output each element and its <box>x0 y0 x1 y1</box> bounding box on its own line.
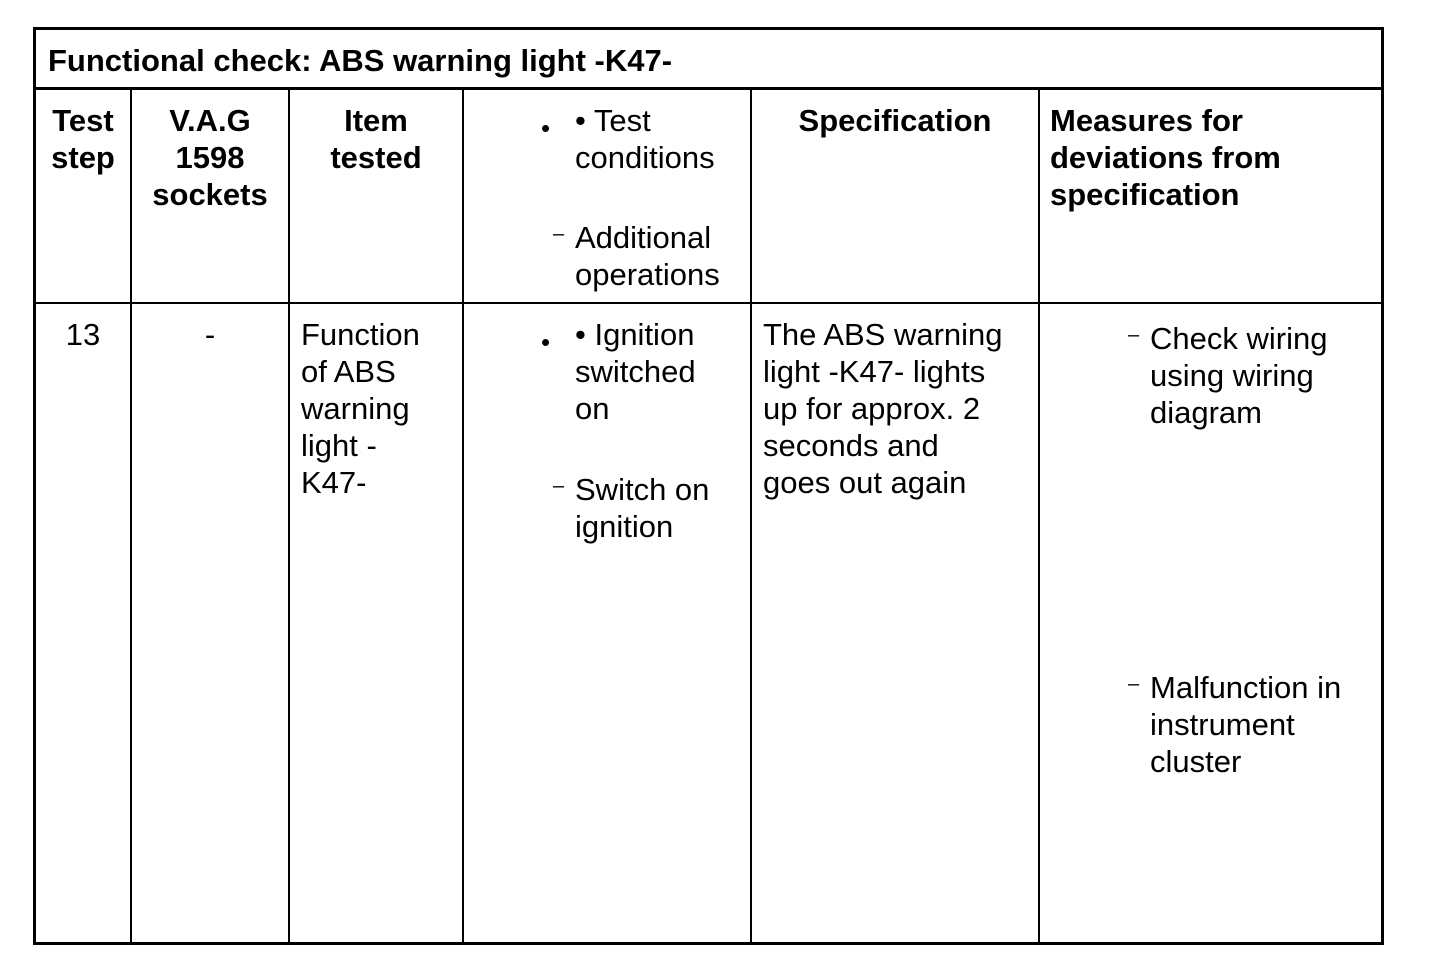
row-test-conditions: • Ignition switched on <box>575 317 696 426</box>
column-divider <box>130 90 132 945</box>
dash-icon: – <box>553 475 565 497</box>
header-sockets: V.A.G 1598 sockets <box>152 103 268 212</box>
header-divider <box>36 302 1381 304</box>
column-divider <box>462 90 464 945</box>
row-additional-operations: Switch on ignition <box>575 472 710 544</box>
table-title-row <box>36 30 1381 90</box>
dash-icon: – <box>1128 324 1140 346</box>
measure-item: Malfunction in instrument cluster <box>1150 670 1342 779</box>
header-measures: Measures for deviations from specification <box>1050 103 1281 212</box>
header-additional-operations: Additional operations <box>575 220 720 292</box>
header-item-tested: Item tested <box>330 103 422 175</box>
header-test-step: Test step <box>51 103 115 175</box>
bullet-dot-icon: • <box>541 327 551 357</box>
bullet-dot-icon: • <box>541 113 551 143</box>
row-sockets: - <box>204 317 216 352</box>
dash-icon: – <box>553 223 565 245</box>
row-item-tested: Function of ABS warning light - K47- <box>301 317 420 500</box>
column-divider <box>750 90 752 945</box>
header-specification: Specification <box>798 103 992 138</box>
column-divider <box>1038 90 1040 945</box>
dash-icon: – <box>1128 673 1140 695</box>
column-divider <box>288 90 290 945</box>
header-test-conditions: • Test conditions <box>575 103 715 175</box>
table-title: Functional check: ABS warning light -K47- <box>48 43 673 78</box>
measure-item: Check wiring using wiring diagram <box>1150 321 1328 430</box>
row-test-step: 13 <box>65 317 101 352</box>
row-specification: The ABS warning light -K47- lights up for approx. 2 seconds and goes out again <box>763 317 1003 500</box>
functional-check-table <box>33 27 1384 945</box>
